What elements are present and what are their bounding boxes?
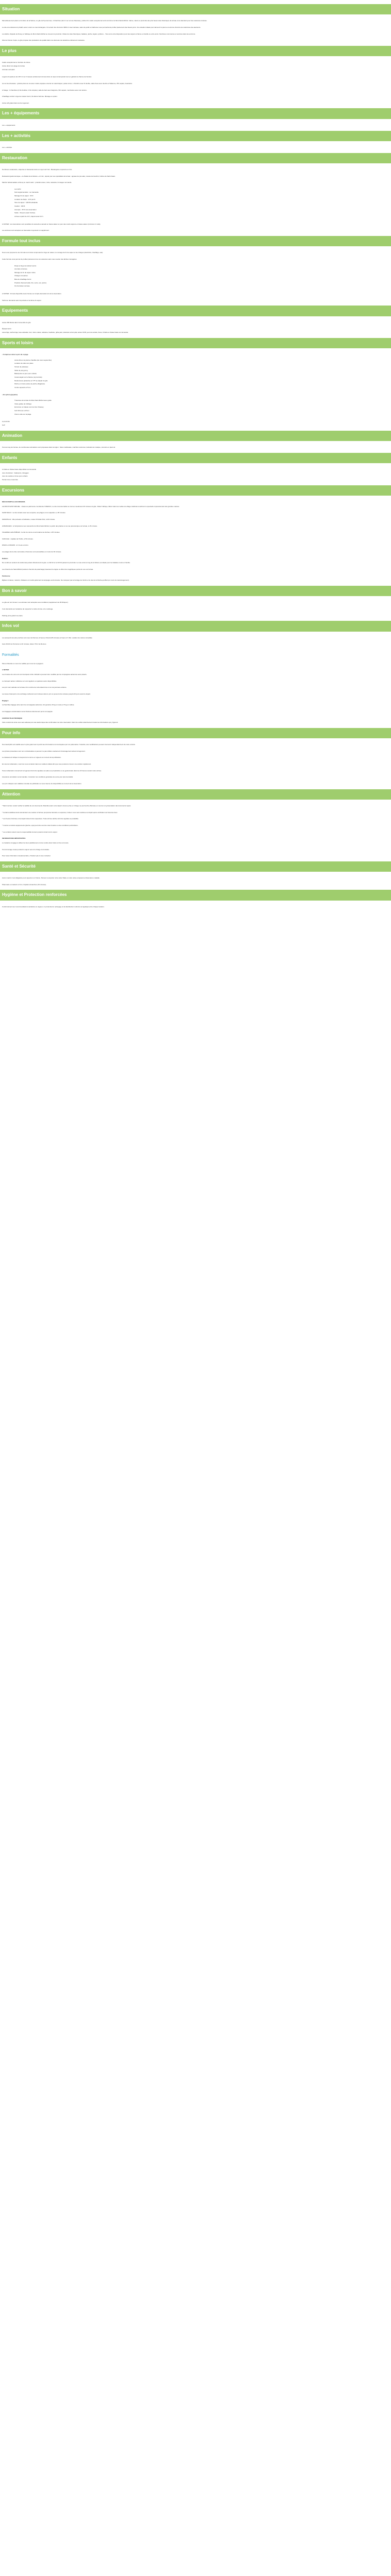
paragraph: VILLEDIEU-LES-POÊLES : la cité du cuivre et sa fonderie de cloches, à 35 minutes. (2, 531, 60, 534)
subsection-title: Bagages (2, 699, 9, 702)
list-item: Équipements : (2, 328, 12, 330)
list-item: Jeux de société et livres pour enfants (2, 475, 28, 478)
paragraph: Le site est entièrement privatif, aucun voisin ne vous dérangera. Un terrain clos d'environ 3000 m² avec terrasse, salon de jardin et barbecue vous permettra de profiter pleinement des beaux jours. Une situation idéale pour découvrir à pied ou à vélo les chemins de randonnée des alentours. (2, 26, 201, 29)
subsection-title: A NOTER (2, 669, 9, 671)
paragraph: La célèbre chapelle de Ducey et l'abbaye du Mont-Saint-Michel se trouvent à proximité. Visites de sites historiques, balades, pêche, kayak, cyclisme... Tout est à votre disposition pour des séjours à thème en famille ou entre amis. Nombreux commerces et services dans les environs. (2, 32, 196, 35)
section-header-bon-a-savoir: Bon à savoir (0, 586, 391, 596)
paragraph: Pièce d'identité en cours de validité pour tous les voyageurs. (2, 662, 44, 665)
list-item: Location de vélos sur place (14, 362, 34, 365)
list-item: Charges comprises (14, 275, 28, 277)
section-attention (0, 805, 391, 857)
section-header-animation: Animation (0, 431, 391, 441)
list-item: Accès libre à la piscine chauffée (de mai à septembre) (14, 359, 52, 361)
list-item: Char à voile sur la plage (14, 413, 31, 415)
section-header-formule: Formule tout inclus (0, 236, 391, 246)
list-item: Animaux acceptés (2, 68, 15, 71)
paragraph: Accès wifi gratuit dans tout le logement. (2, 101, 29, 104)
paragraph: Églises romanes, manoirs, châteaux et moulins jalonnent la campagne environnante. Ne manquez pas le barrage de Vezins et le site de la Roche-qui-Boit (en cours de réaménagement). (2, 579, 129, 582)
section-bon-a-savoir (0, 601, 391, 617)
paragraph: Merveilleusement placé en bordure de la Sélune, ce gîte de 8 personnes, 4 chambres (dont 1 au rez-de-chaussée), profite d'un cadre exceptionnel entre la forêt et le Mont-Saint-Michel. Calme, nature et proximité des plus beaux sites historiques de la baie vous attendent pour des vacances réussies. (2, 20, 207, 22)
paragraph: CANCALE : capitale de l'huître, à 50 minutes. (2, 537, 34, 540)
section-header-pour-info: Pour info (0, 728, 391, 738)
paragraph: * L'accès à certains équipements (piscine, spa) peut être soumis à des horaires ou des conditions particulières. (2, 824, 78, 826)
list-item: Caution : 300 € (14, 205, 25, 208)
list-item: Accès Wifi illimité dans l'ensemble du gîte (2, 321, 31, 324)
page (0, 4, 391, 908)
paragraph: Les photos présentées sont non contractuelles et peuvent ne pas refléter exactement l'aménagement actuel du logement. (2, 750, 86, 752)
list-item: Les + équipements (2, 124, 15, 126)
paragraph: A NOTER : les réservations sont possibles du samedi au samedi en haute saison et pour des courts séjours en basse saison (minimum 2 nuits). (2, 223, 101, 225)
list-heading: • Comprises dans le prix du voyage (2, 353, 28, 356)
list-item: Nuit supplémentaire : sur demande (14, 191, 39, 194)
paragraph: Parking privé gratuit sur place. (2, 614, 23, 617)
section-header-sports: Sports et loisirs (0, 338, 391, 348)
list-item: Excursion en bateau vers les îles Chausey (14, 406, 44, 409)
paragraph: Les prix indiqués sont valables à la date de publication et sous réserve de disponibilité au moment de la réservation. (2, 783, 82, 785)
paragraph: Gîte de France 3 épis, ce gîte propose des prestations de qualité dans une demeure de caractère entièrement restaurée. (2, 39, 85, 42)
section-pour-info (0, 743, 391, 785)
paragraph: Marché hebdomadaire à Ducey le mardi matin : produits locaux, cidre, calvados, fromages normands. (2, 181, 72, 184)
section-header-hygiene: Hygiène et Protection renforcées (0, 890, 391, 900)
list-item: Balançoires et jeux pour enfants (14, 372, 37, 375)
paragraph: LE MONT-SAINT-MICHEL : classé au patrimoine mondial de l'UNESCO, ce site incontournable se trouve à seulement 20 minutes du gîte. Visitez l'abbaye, flânez dans les ruelles du village médiéval et admirez le spectacle impressionnant des grandes marées. (2, 505, 180, 507)
list-item: Accès direct à la plage de la baie (2, 64, 25, 67)
section-header-sante: Santé et Sécurité (0, 861, 391, 872)
section-formule (0, 251, 391, 301)
paragraph: * Certains établissements demandent une caution à l'arrivée (empreinte bancaire ou espèces). Celle-ci vous sera restituée au départ après vérification de l'état des lieux. (2, 811, 118, 814)
subsection-title: Formalités (2, 653, 19, 657)
section-header-restauration: Restauration (0, 153, 391, 163)
list-item: Jeux d'extérieur : balançoire, toboggan (2, 471, 29, 474)
paragraph: La franchise bagage varie selon les compagnies aériennes. En général, 20 kg en soute et 5 kg en cabine. (2, 704, 75, 706)
paragraph: GRANVILLE : ville portuaire et balnéaire, musée Christian Dior, à 40 minutes. (2, 518, 55, 520)
subsection-title: CONTRAT ÉLECTRONIQUE (2, 717, 23, 719)
list-item: Ménage fin de séjour : 60 € (14, 195, 34, 197)
section-header-infos-vol: Infos vol (0, 621, 391, 631)
paragraph: Les prix sont calculés sur la base d'un nombre de nuits déterminé et non de journées entières. (2, 686, 67, 689)
list-item: Les + activités (2, 146, 12, 148)
paragraph: Chauffage central. Linge de maison fourni, lits faits à l'arrivée. Ménage en option. (2, 95, 58, 98)
paragraph: * Les heures d'arrivée et de départ doivent être respectées. Toute arrivée tardive doit être signalée au préalable. (2, 818, 79, 820)
paragraph: Les animaux sont acceptés sur demande moyennant un supplément. (2, 229, 50, 232)
paragraph: Il est demandé aux locataires de respecter le calme du lieu et le voisinage. (2, 607, 54, 610)
list-heading: • En option (payante) (2, 394, 18, 396)
paragraph: * Les enfants restent sous la responsabilité de leurs parents durant tout le séjour. (2, 831, 58, 833)
paragraph: Le gîte est non fumeur. Les animaux sont acceptés sous conditions (supplément de 30 €/séjour). (2, 601, 69, 604)
list-item: A proximité (2, 420, 10, 423)
paragraph: Pour toute information complémentaire, n'hésitez pas à nous contacter. (2, 855, 51, 857)
paragraph: Conformément aux recommandations sanitaires en vigueur, un protocole de nettoyage et de désinfection renforcé est appliqué entre chaque location. (2, 905, 105, 908)
section-infos-vol (0, 637, 391, 724)
paragraph: Tout au long de l'année, de nombreuses animations sont proposées dans la région : fêtes médiévales, marchés nocturnes, festivals de musique, concerts en plein air. (2, 446, 116, 448)
list-item: Terrain de pétanque (14, 365, 28, 368)
paragraph: Votre contrat de vente vous sera adressé par voie électronique dès confirmation de votre réservation. Merci de vérifier attentivement toutes les informations qui y figurent. (2, 721, 119, 724)
paragraph: * Merci de bien vouloir vérifier la validité de vos documents d'identité avant votre départ. Aucune prise en charge ne pourra être effectuée en cas de non-présentation des documents requis. (2, 805, 131, 807)
list-item: Bois de chauffage fourni (14, 278, 31, 281)
paragraph: Aucun vaccin n'est obligatoire pour séjourner en France. Pensez à emporter votre carte Vitale ou votre carte européenne d'assurance maladie. (2, 877, 100, 879)
paragraph: Les plages de la côte normande et bretonne sont accessibles en moins de 30 minutes. (2, 551, 62, 553)
paragraph: En cas de réclamation, merci de nous contacter dans les meilleurs délais afin que nous puissions trouver une solution rapidement. (2, 763, 91, 766)
list-item: Taxe de séjour : 0,80 €/nuit/adulte (14, 201, 38, 204)
list-item: Centre équestre à 5 km (14, 386, 31, 388)
paragraph: Les chemins de Saint-Michel (anciens chemins de pèlerinage) traversent la région et offrent de magnifiques points de vue sur la baie. (2, 568, 94, 570)
section-situation (0, 20, 391, 42)
list-item: Kit d'entretien de base (14, 285, 30, 287)
list-item: Solde : 30 jours avant l'arrivée (14, 212, 36, 214)
list-item: Golf (2, 423, 5, 426)
subsection-title: Patrimoine (2, 574, 10, 577)
list-item: Canoë-kayak sur la Sélune (à proximité) (14, 376, 42, 378)
section-header-le-plus: Le plus (0, 46, 391, 56)
section-hygiene (0, 906, 391, 908)
list-item: Les tarifs : (14, 188, 22, 190)
subsection-title: INFORMATIONS IMPORTANTES (2, 837, 26, 840)
list-item: Golf 18 trous à 15 km (14, 410, 29, 412)
section-animation (0, 446, 391, 449)
subsection-title: DÉCOUVERTE & EXCURSIONS (2, 500, 25, 503)
list-item: Table de ping-pong (14, 369, 28, 371)
section-sports (0, 353, 391, 427)
list-item: Traversée de la baie du Mont-Saint-Michel avec guide (14, 399, 52, 402)
paragraph: A l'étage : 3 chambres (2 lits doubles, 2 lits simples), salle de bain avec baignoire, WC séparé, mezzanine avec coin lecture. (2, 89, 87, 91)
paragraph: Assurance annulation recommandée. Consultez nos conditions générales de vente pour plus de détails. (2, 776, 73, 778)
subsection-title: Balades (2, 557, 8, 560)
section-header-enfants: Enfants (0, 453, 391, 463)
paragraph: Gare SNCF de Pontorson à 20 minutes, liaison TGV via Rennes. (2, 643, 47, 646)
section-header-attention: Attention (0, 789, 391, 800)
section-excursions (0, 501, 391, 582)
section-equipements (0, 321, 391, 334)
section-enfants (0, 468, 391, 481)
paragraph: Nous vous proposons une formule tout inclus comprenant le linge de maison, le ménage de fin de séjour et les charges (électricité, chauffage, eau). (2, 251, 104, 254)
paragraph: Tarifs sur demande selon la période et la durée du séjour. (2, 299, 42, 301)
paragraph: De nombreux sentiers de randonnée partent directement du gîte. Le GR 22 et le GR 34 passent à proximité. La voie verte le long de la Sélune est idéale pour les balades à vélo en famille. (2, 562, 131, 564)
paragraph: Les taxes d'aéroport et la surcharge carburant sont incluses dans le prix et peuvent être révisées jusqu'à 30 jours avant le départ. (2, 692, 91, 695)
section-le-plus (0, 61, 391, 104)
paragraph: Au rez-de-chaussée : grande pièce de vie avec cuisine équipée ouverte sur salon/séjour, poêle à bois, 1 chambre avec lit double, salle d'eau avec douche à l'italienne, WC séparé, buanderie. (2, 82, 133, 84)
paragraph: Le transport aérien s'effectue sur vols réguliers ou spéciaux selon disponibilités. (2, 680, 57, 682)
paragraph: Le classement indiqué correspond à la norme en vigueur au moment de la publication. (2, 756, 61, 759)
paragraph: Tout dommage causé pendant le séjour sera à la charge du locataire. (2, 848, 50, 851)
section-header-plus-activites: Les + activités (0, 131, 391, 141)
section-header-situation: Situation (0, 4, 391, 14)
list-item: Randonnées pédestres et VTT au départ du gîte (14, 379, 48, 382)
section-plus-activites (0, 146, 391, 149)
paragraph: Nos descriptifs sont établis avec le plus grand soin à partir des informations communiquées par nos partenaires. Toutefois, des modifications peuvent intervenir indépendamment de notre volonté. (2, 743, 136, 746)
paragraph: A NOTER : formule disponible toute l'année sur simple demande lors de la réservation. (2, 293, 62, 295)
list-item: Produits d'accueil (café, thé, sucre, sel, poivre) (14, 281, 47, 284)
list-item: Lit bébé et chaise haute disponibles sur demande (2, 468, 37, 470)
paragraph: Pharmacie et médecin à 3 km, hôpital à Avranches (15 minutes). (2, 883, 46, 886)
paragraph: Les bagages excédentaires seront facturés directement par la compagnie. (2, 710, 53, 713)
paragraph: SAINT-MALO : la cité corsaire avec ses remparts, ses plages et son aquarium, à 45 minutes. (2, 512, 66, 514)
list-item: Terrain clos et sécurisé (2, 478, 18, 481)
paragraph: Les horaires de vols sont communiqués à titre indicatif et peuvent être modifiés par les compagnies aériennes sans préavis. (2, 673, 87, 676)
section-header-equipements: Equipements (0, 306, 391, 316)
list-item: Draps et linge de toilette fournis (14, 264, 37, 267)
paragraph: Le locataire s'engage à utiliser les lieux paisiblement et à les rendre dans l'état où il les a trouvés. (2, 841, 69, 844)
paragraph: DINAN et DINARD : à 1 heure environ. (2, 544, 29, 547)
paragraph: Les aéroports les plus proches sont ceux de Rennes (1 heure), Dinard (45 minutes) et Caen (1 h 30). Location de voiture conseillée. (2, 636, 93, 639)
section-restauration (0, 168, 391, 232)
paragraph: Logement spacieux de 145 m² sur 2 niveaux entièrement rénové dans un style contemporain tout en gardant le charme de l'ancien. (2, 76, 92, 78)
section-header-excursions: Excursions (0, 485, 391, 496)
list-item: Cadre exceptionnel en bordure de rivière (2, 61, 30, 64)
list-item: Lits faits à l'arrivée (14, 268, 27, 270)
section-sante (0, 877, 391, 886)
list-item: Acompte : 25 % à la réservation (14, 208, 37, 211)
list-item: Ménage de fin de séjour inclus (14, 271, 36, 274)
paragraph: Cette formule vous permet de profiter pleinement de vos vacances sans vous soucier des tâches ménagères. (2, 258, 77, 260)
paragraph: Nombreux restaurants, crêperies et brasseries dans un rayon de 5 km. Boulangerie et épicerie à 2 km. (2, 168, 73, 171)
list-item: Arrivée à partir de 16 h, départ avant 10 h. (14, 215, 44, 217)
list-item: Lave-linge, sèche-linge, lave-vaisselle, four, micro-ondes, cafetière, bouilloire, grille-pain, télévision écran plat, lecteur DVD, jeux de société, livres, lit bébé et chaise haute sur demande. (2, 331, 128, 333)
paragraph: Restaurant gastronomique « Le Relais de la Sélune » à 3 km, réputé pour ses spécialités de la baie : agneau de pré-salé, moules de bouchot, huîtres de Saint-Vaast. (2, 175, 116, 177)
section-header-plus-equipements: Les + équipements (0, 108, 391, 118)
paragraph: Toute réclamation concernant le logement doit être signalée sur place au propriétaire ou au gestionnaire dans les 24 heures suivant votre arrivée. (2, 769, 102, 772)
section-plus-equipements (0, 124, 391, 127)
paragraph: AVRANCHES : le Scriptorial et ses manuscrits du Mont-Saint-Michel, le jardin des plantes et sa vue panoramique sur la baie, à 15 minutes. (2, 524, 97, 527)
list-item: Pêche en rivière (carte de pêche obligatoire) (14, 383, 45, 385)
list-item: Location de draps : 12 € par lit (14, 198, 36, 200)
list-item: Visite guidée de l'abbaye (14, 402, 32, 405)
